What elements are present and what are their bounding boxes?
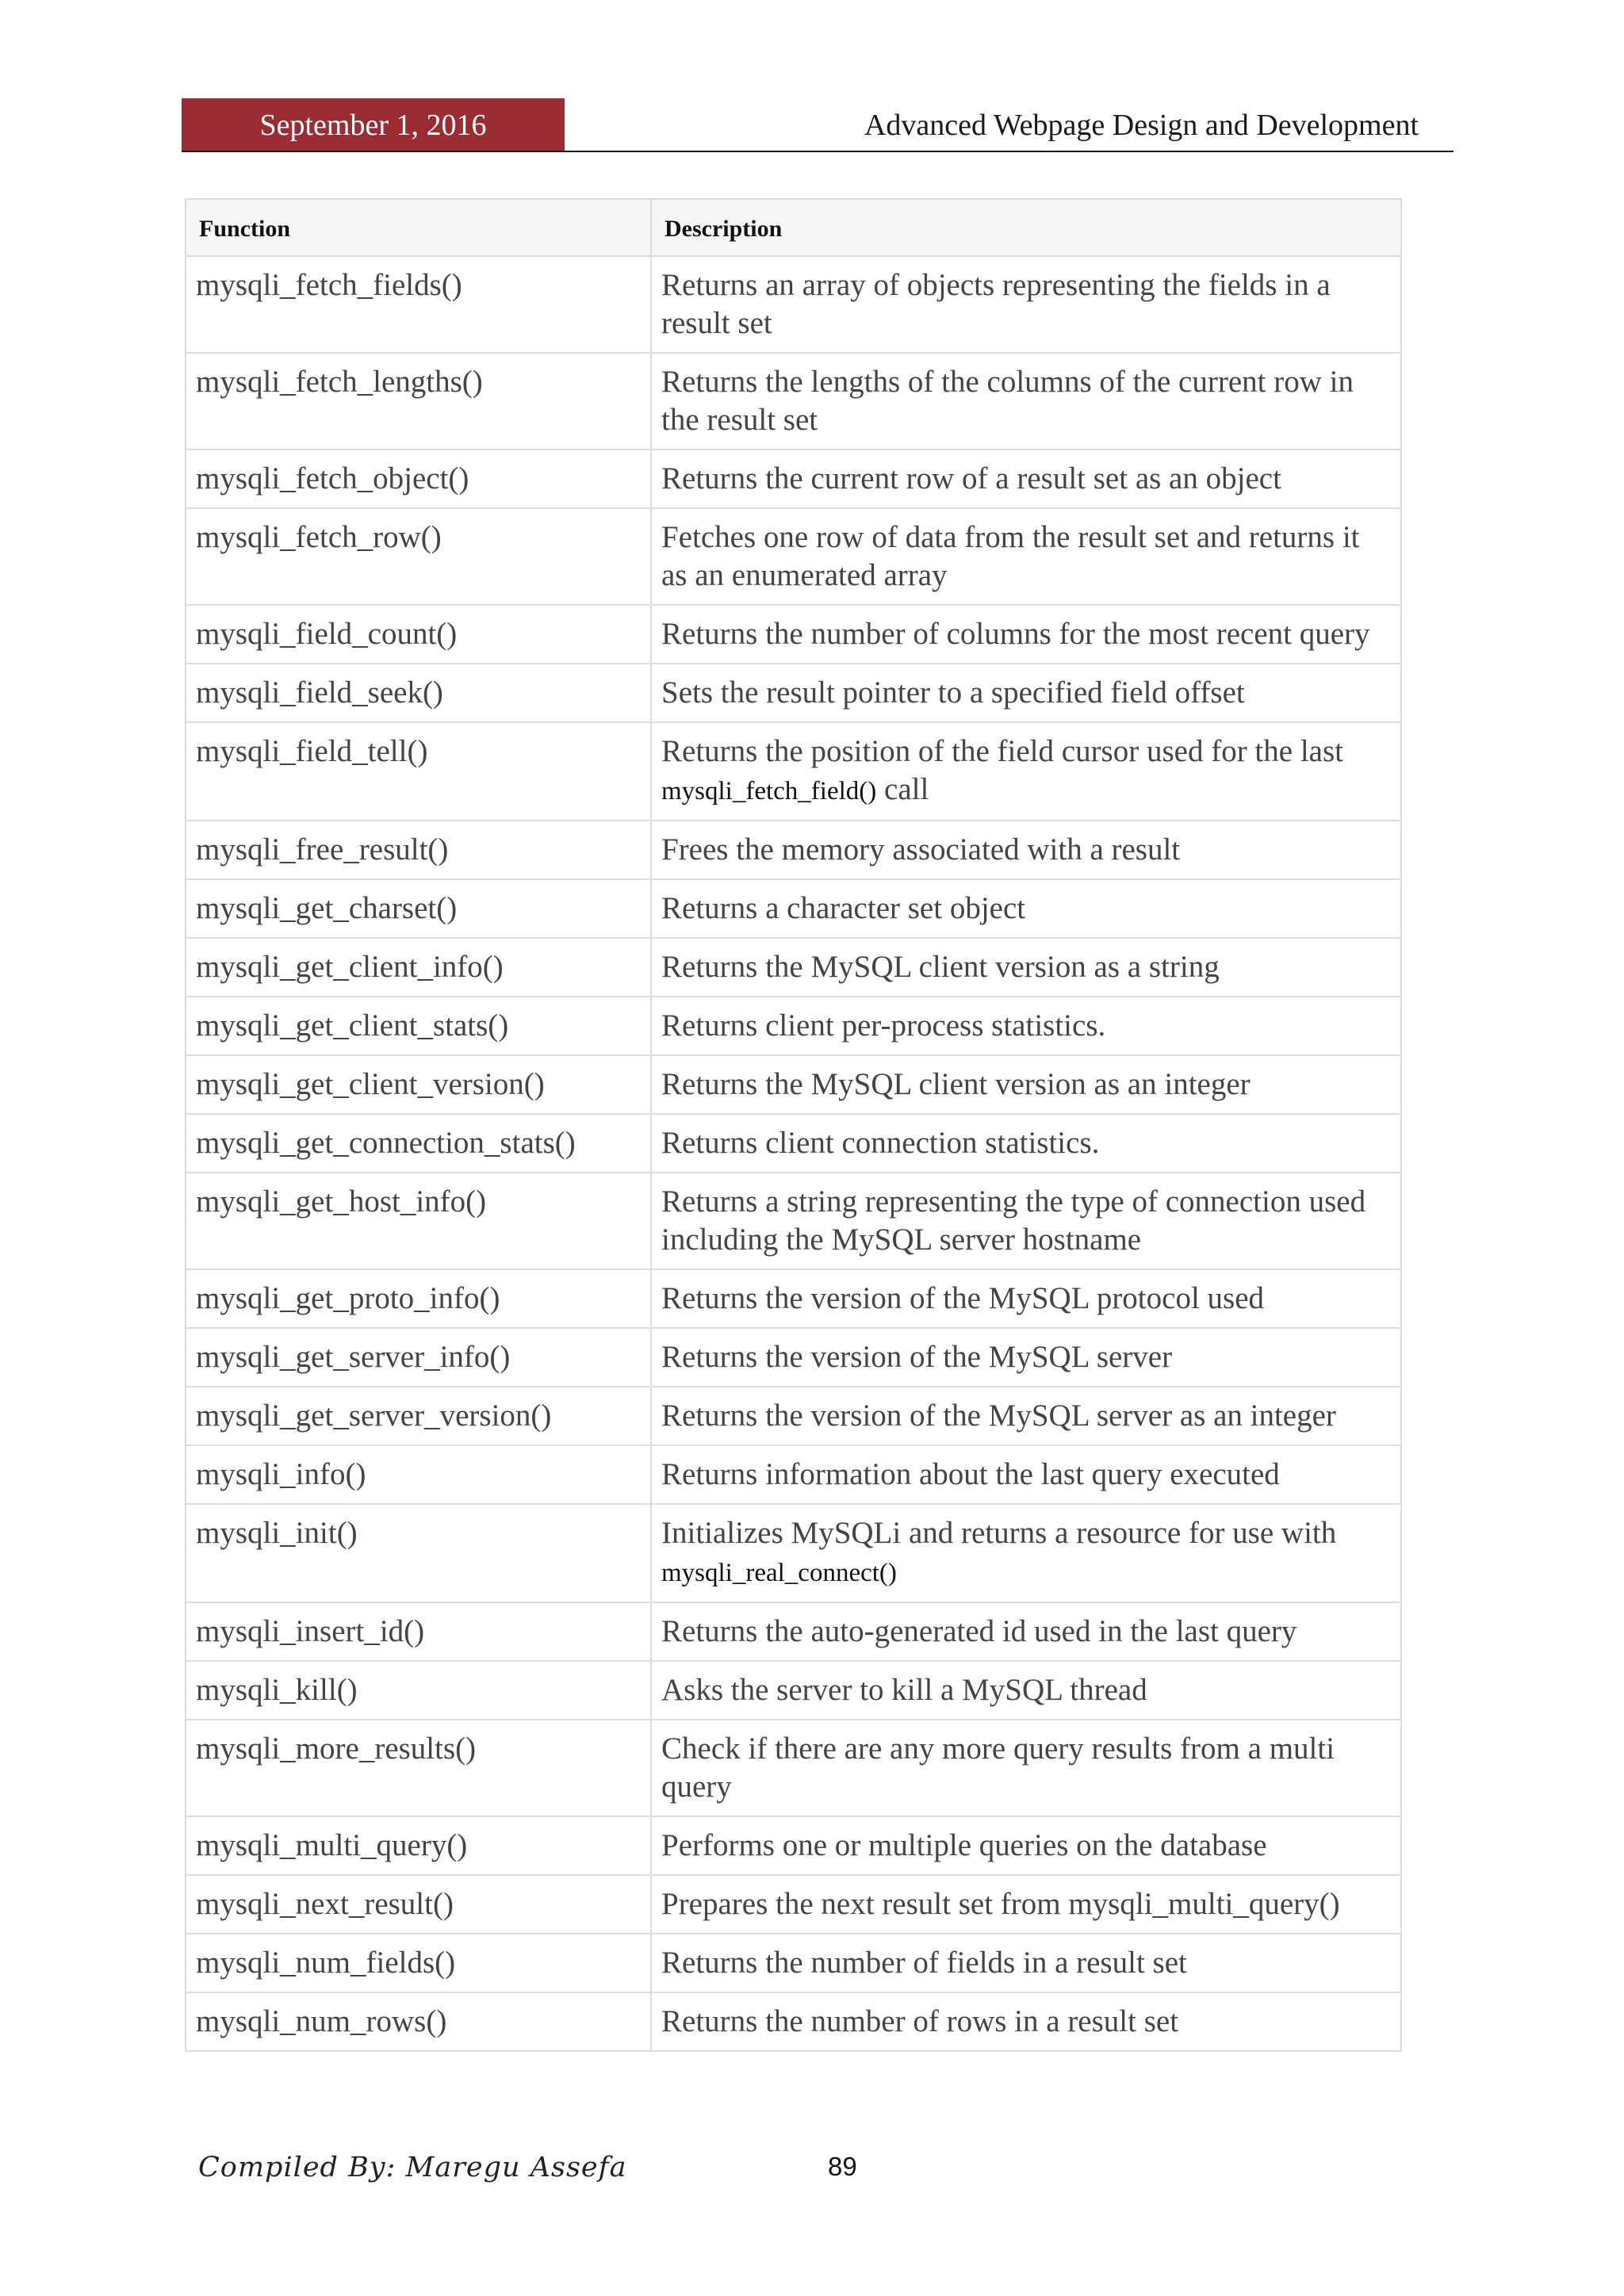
table-row <box>186 722 1401 821</box>
description-text: Returns the auto-generated id used in the last query <box>661 1614 1297 1648</box>
table-row <box>186 1602 1401 1661</box>
function-description-cell <box>651 1445 1401 1504</box>
function-name-cell: mysqli_field_count() <box>186 605 651 664</box>
column-header-description: Description <box>651 199 1401 256</box>
function-description-cell <box>651 1504 1401 1602</box>
function-name-cell: mysqli_get_charset() <box>186 879 651 938</box>
function-description-cell <box>651 508 1401 605</box>
function-description-cell <box>651 605 1401 664</box>
description-text: Initializes MySQLi and returns a resource for use with <box>661 1516 1337 1550</box>
header-document-title: Advanced Webpage Design and Development <box>864 109 1419 142</box>
header-divider <box>182 151 1454 152</box>
function-description-cell <box>651 1720 1401 1816</box>
function-description-cell <box>651 1992 1401 2051</box>
inline-function-reference: mysqli_real_connect() <box>661 1559 897 1587</box>
function-name-cell: mysqli_multi_query() <box>186 1816 651 1875</box>
function-name-cell: mysqli_field_seek() <box>186 664 651 722</box>
function-description-cell <box>651 1816 1401 1875</box>
description-text: Performs one or multiple queries on the database <box>661 1828 1267 1862</box>
table-row <box>186 1445 1401 1504</box>
function-description-cell <box>651 879 1401 938</box>
description-text: Check if there are any more query results from a multi query <box>661 1732 1335 1804</box>
table-row <box>186 508 1401 605</box>
page-header <box>182 98 1454 152</box>
function-description-cell <box>651 938 1401 997</box>
function-description-cell <box>651 256 1401 353</box>
function-description-cell <box>651 450 1401 508</box>
description-text: Returns the position of the field cursor used for the last <box>661 734 1343 768</box>
description-text: Returns the current row of a result set as an object <box>661 461 1281 496</box>
function-name-cell: mysqli_free_result() <box>186 821 651 879</box>
function-name-cell: mysqli_get_client_info() <box>186 938 651 997</box>
table-row <box>186 1328 1401 1387</box>
function-name-cell: mysqli_more_results() <box>186 1720 651 1816</box>
description-text: Sets the result pointer to a specified field offset <box>661 675 1245 710</box>
table-row <box>186 664 1401 722</box>
function-name-cell: mysqli_fetch_fields() <box>186 256 651 353</box>
functions-table <box>185 198 1402 2052</box>
description-text: Returns the number of columns for the most recent query <box>661 617 1370 651</box>
function-description-cell <box>651 1328 1401 1387</box>
function-name-cell: mysqli_get_proto_info() <box>186 1269 651 1328</box>
column-header-function: Function <box>186 199 651 256</box>
table-body <box>186 256 1401 2051</box>
table-header-row <box>186 199 1401 256</box>
page-number: 89 <box>828 2152 857 2181</box>
function-name-cell: mysqli_field_tell() <box>186 722 651 821</box>
table-row <box>186 1992 1401 2051</box>
function-description-cell <box>651 1875 1401 1934</box>
table-row <box>186 1387 1401 1445</box>
function-name-cell: mysqli_get_server_version() <box>186 1387 651 1445</box>
function-description-cell <box>651 1387 1401 1445</box>
function-name-cell: mysqli_get_client_version() <box>186 1055 651 1114</box>
description-text: Returns the version of the MySQL server as an integer <box>661 1399 1336 1433</box>
description-text: Returns information about the last query executed <box>661 1457 1280 1491</box>
function-name-cell: mysqli_get_connection_stats() <box>186 1114 651 1173</box>
function-name-cell: mysqli_fetch_row() <box>186 508 651 605</box>
description-text: Frees the memory associated with a result <box>661 832 1181 867</box>
table-row <box>186 450 1401 508</box>
description-text: Returns client per-process statistics. <box>661 1008 1106 1043</box>
function-description-cell <box>651 1269 1401 1328</box>
table-row <box>186 1055 1401 1114</box>
table-row <box>186 1816 1401 1875</box>
function-description-cell <box>651 1055 1401 1114</box>
function-name-cell: mysqli_kill() <box>186 1661 651 1720</box>
function-name-cell: mysqli_info() <box>186 1445 651 1504</box>
function-description-cell <box>651 1173 1401 1269</box>
table-row <box>186 938 1401 997</box>
description-text: Returns an array of objects representing the fields in a result set <box>661 268 1331 340</box>
footer-author: Compiled By: Maregu Assefa <box>198 2152 627 2183</box>
function-description-cell <box>651 1114 1401 1173</box>
description-text: Prepares the next result set from mysqli_multi_query() <box>661 1887 1340 1921</box>
header-date: September 1, 2016 <box>182 98 565 152</box>
table-row <box>186 1114 1401 1173</box>
table-row <box>186 353 1401 450</box>
function-name-cell: mysqli_get_server_info() <box>186 1328 651 1387</box>
table-row <box>186 1661 1401 1720</box>
description-text: Returns the number of fields in a result set <box>661 1946 1187 1980</box>
description-text: Returns the version of the MySQL protocol used <box>661 1281 1265 1315</box>
function-description-cell <box>651 353 1401 450</box>
function-description-cell <box>651 1934 1401 1992</box>
function-description-cell <box>651 1602 1401 1661</box>
description-text: Returns the MySQL client version as a string <box>661 950 1220 984</box>
table-row <box>186 1173 1401 1269</box>
function-name-cell: mysqli_fetch_object() <box>186 450 651 508</box>
description-suffix: call <box>876 772 929 806</box>
table-row <box>186 1720 1401 1816</box>
table-row <box>186 1504 1401 1602</box>
description-text: Returns the number of rows in a result set <box>661 2004 1179 2038</box>
function-name-cell: mysqli_fetch_lengths() <box>186 353 651 450</box>
function-name-cell: mysqli_get_host_info() <box>186 1173 651 1269</box>
function-name-cell: mysqli_get_client_stats() <box>186 997 651 1055</box>
table-row <box>186 879 1401 938</box>
description-text: Returns a string representing the type of connection used including the MySQL server hostname <box>661 1184 1366 1257</box>
table-row <box>186 1875 1401 1934</box>
function-description-cell <box>651 821 1401 879</box>
function-name-cell: mysqli_next_result() <box>186 1875 651 1934</box>
function-name-cell: mysqli_init() <box>186 1504 651 1602</box>
table-row <box>186 605 1401 664</box>
table-row <box>186 1269 1401 1328</box>
function-description-cell <box>651 664 1401 722</box>
function-description-cell <box>651 997 1401 1055</box>
function-name-cell: mysqli_num_fields() <box>186 1934 651 1992</box>
description-text: Returns the lengths of the columns of the current row in the result set <box>661 365 1354 437</box>
table-row <box>186 821 1401 879</box>
function-name-cell: mysqli_num_rows() <box>186 1992 651 2051</box>
function-description-cell <box>651 722 1401 821</box>
table-row <box>186 1934 1401 1992</box>
table-row <box>186 256 1401 353</box>
description-text: Returns a character set object <box>661 891 1026 925</box>
description-text: Asks the server to kill a MySQL thread <box>661 1673 1147 1707</box>
table-row <box>186 997 1401 1055</box>
description-text: Returns the version of the MySQL server <box>661 1340 1173 1374</box>
description-text: Returns the MySQL client version as an integer <box>661 1067 1251 1101</box>
function-name-cell: mysqli_insert_id() <box>186 1602 651 1661</box>
description-text: Returns client connection statistics. <box>661 1126 1100 1160</box>
inline-function-reference: mysqli_fetch_field() <box>661 777 877 806</box>
description-text: Fetches one row of data from the result set and returns it as an enumerated array <box>661 520 1360 592</box>
function-description-cell <box>651 1661 1401 1720</box>
